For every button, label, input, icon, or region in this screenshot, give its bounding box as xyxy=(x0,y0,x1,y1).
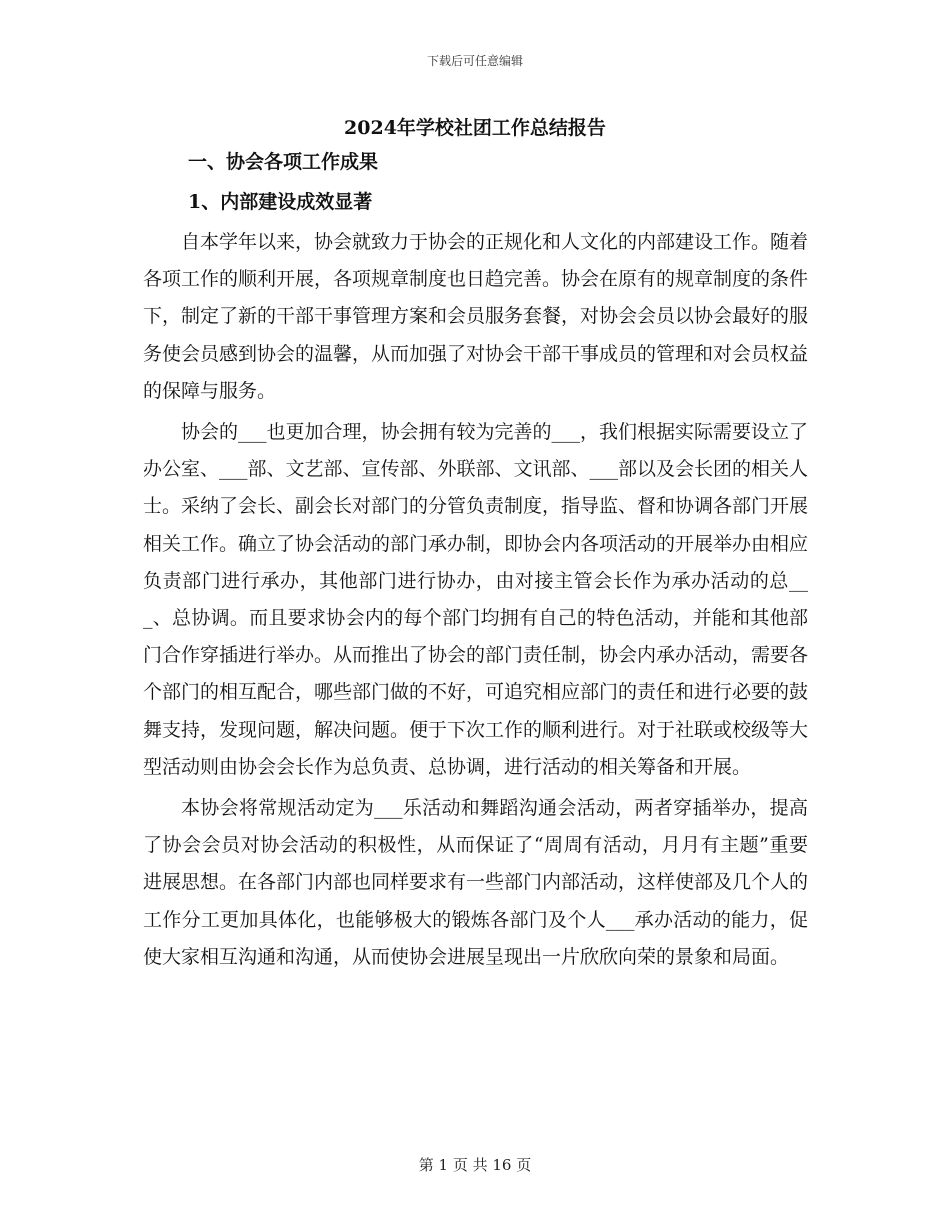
section-heading: 一、协会各项工作成果 xyxy=(188,151,379,173)
page-header-note: 下载后可任意编辑 xyxy=(426,54,523,68)
paragraph-regular-activities: 本协会将常规活动定为___乐活动和舞蹈沟通会活动，两者穿插举办，提高了协会会员对协会活动的积极性，从而保证了“周周有活动，月月有主题”重要进展思想。在各部门内部也同样要求有一些部门内部活动，这样使部及几个人的工作分工更加具体化，也能够极大的锻炼各部门及个人___承办活动的能力，促使大家相互沟通和沟通，从而使协会进展呈现出一片欣欣向荣的景象和局面。 xyxy=(143,797,809,968)
document-body xyxy=(143,144,808,976)
document-title: 2024年学校社团工作总结报告 xyxy=(344,117,606,139)
subsection-heading: 1、内部建设成效显著 xyxy=(188,191,373,213)
paragraph-internal-construction: 自本学年以来，协会就致力于协会的正规化和人文化的内部建设工作。随着各项工作的顺利开展，各项规章制度也日趋完善。协会在原有的规章制度的条件下，制定了新的干部干事管理方案和会员服务套餐，对协会会员以协会最好的服务使会员感到协会的温馨，从而加强了对协会干部干事成员的管理和对会员权益的保障与服务。 xyxy=(143,231,809,402)
page-number: 第 1 页 共 16 页 xyxy=(418,1156,532,1174)
paragraph-organization-structure: 协会的___也更加合理，协会拥有较为完善的___，我们根据实际需要设立了办公室、___部、文艺部、宣传部、外联部、文讯部、___部以及会长团的相关人士。采纳了会长、副会长对部门的分管负责制度，指导监、督和协调各部门开展相关工作。确立了协会活动的部门承办制，即协会内各项活动的开展举办由相应负责部门进行承办，其他部门进行协办，由对接主管会长作为承办活动的总___、总协调。而且要求协会内的每个部门均拥有自己的特色活动，并能和其他部门合作穿插进行举办。从而推出了协会的部门责任制，协会内承办活动，需要各个部门的相互配合，哪些部门做的不好，可追究相应部门的责任和进行必要的鼓舞支持，发现问题，解决问题。便于下次工作的顺利进行。对于社联或校级等大型活动则由协会会长作为总负责、总协调，进行活动的相关筹备和开展。 xyxy=(143,421,809,778)
